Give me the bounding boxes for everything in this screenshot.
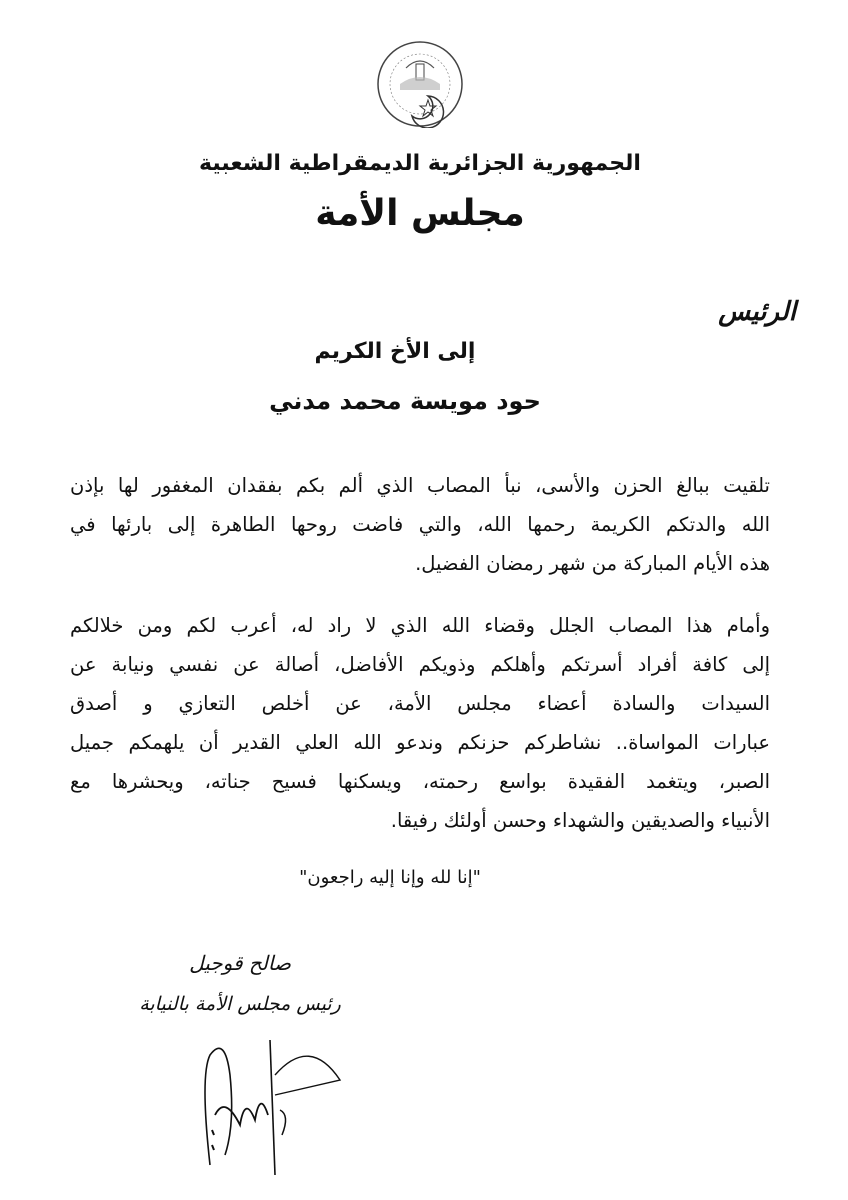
institution-name-header: مجلس الأمة xyxy=(315,193,525,234)
recipient-name: حود مويسة محمد مدني xyxy=(269,387,541,415)
body-paragraph-1 xyxy=(70,466,770,583)
body-line: الله والدتكم الكريمة رحمها الله، والتي فاضت روحها الطاهرة إلى بارئها في xyxy=(70,513,770,536)
body-line: إلى كافة أفراد أسرتكم وأهلكم وذويكم الأفاضل، أصالة عن نفسي ونيابة عن xyxy=(70,653,770,676)
sender-label: الرئيس xyxy=(718,297,796,327)
algeria-state-emblem-icon xyxy=(376,40,464,128)
body-line: الصبر، ويتغمد الفقيدة بواسع رحمته، ويسكنها فسيح جناته، ويحشرها مع xyxy=(70,770,770,793)
signatory-name: صالح قوجيل xyxy=(189,951,291,975)
body-line: عبارات المواساة.. نشاطركم حزنكم وندعو الله العلي القدير أن يلهمكم جميل xyxy=(70,731,770,754)
body-line: هذه الأيام المباركة من شهر رمضان الفضيل. xyxy=(415,552,770,575)
salutation: إلى الأخ الكريم xyxy=(314,339,476,364)
body-line: السيدات والسادة أعضاء مجلس الأمة، عن أخلص التعازي و أصدق xyxy=(70,692,770,715)
closing-quote: "إنا لله وإنا إليه راجعون" xyxy=(299,867,481,888)
body-line: وأمام هذا المصاب الجلل وقضاء الله الذي لا راد له، أعرب لكم ومن خلالكم xyxy=(70,614,770,637)
body-paragraph-2 xyxy=(70,606,770,840)
handwritten-signature xyxy=(150,1035,390,1185)
country-name-header: الجمهورية الجزائرية الديمقراطية الشعبية xyxy=(199,151,641,176)
body-line: الأنبياء والصديقين والشهداء وحسن أولئك رفيقا. xyxy=(390,809,770,832)
signatory-title: رئيس مجلس الأمة بالنيابة xyxy=(139,993,341,1015)
body-line: تلقيت ببالغ الحزن والأسى، نبأ المصاب الذي ألم بكم بفقدان المغفور لها بإذن xyxy=(70,474,770,497)
